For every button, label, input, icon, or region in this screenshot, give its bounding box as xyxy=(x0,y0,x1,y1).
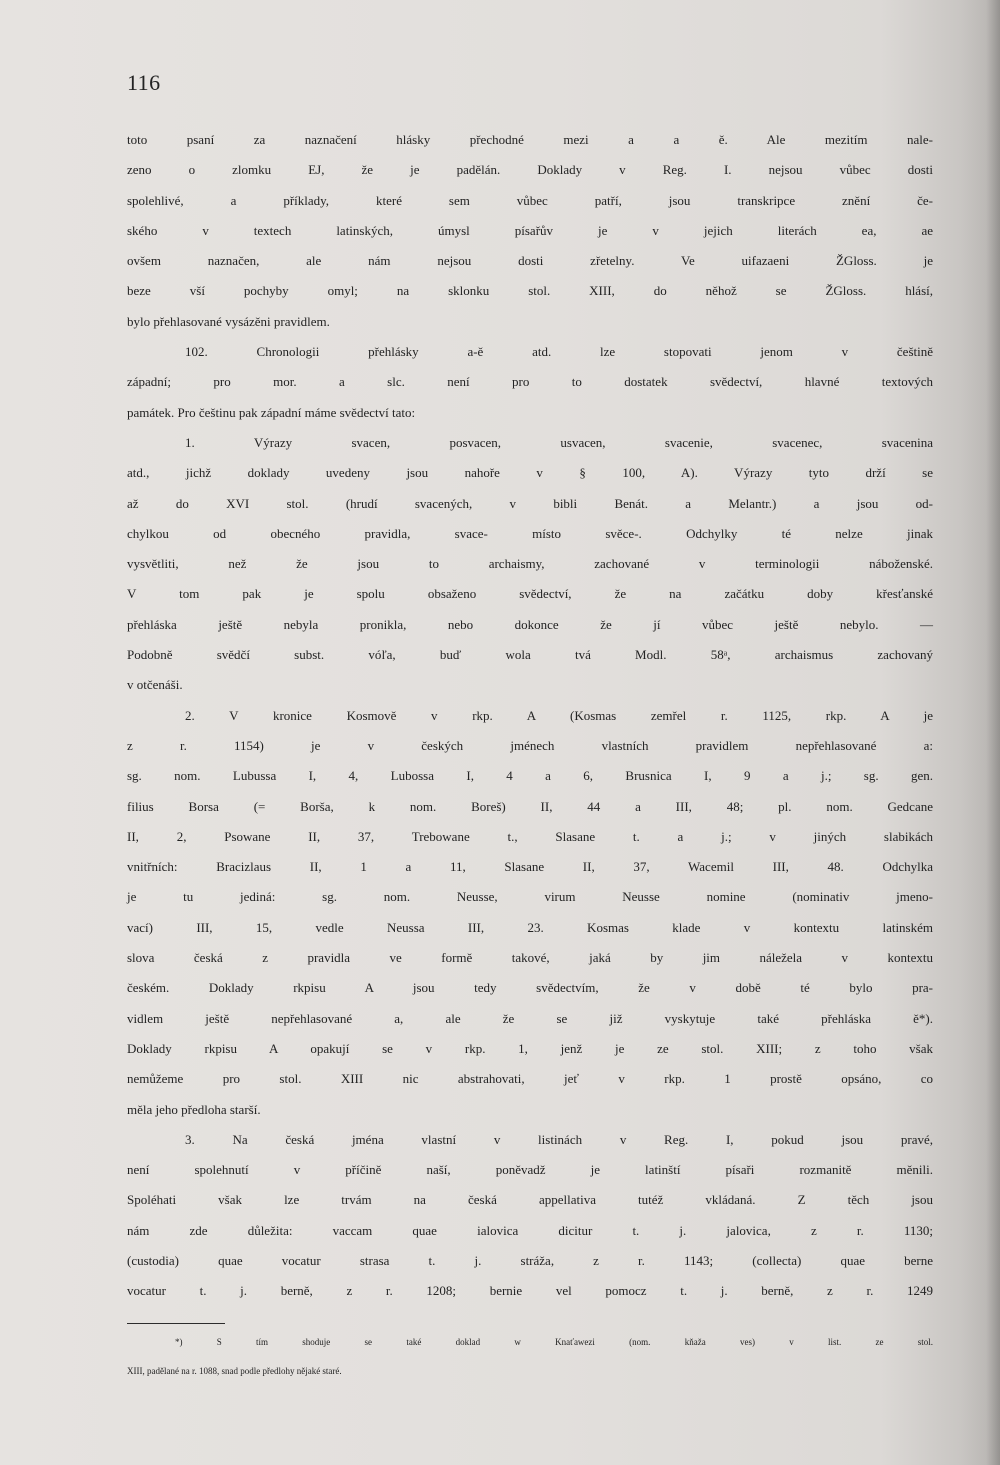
text-line: 2. V kronice Kosmově v rkp. A (Kosmas zemřel r. 1125, rkp. A je xyxy=(185,707,933,723)
footnote-line: XIII, padělané na r. 1088, snad podle předlohy nějaké staré. xyxy=(127,1366,342,1376)
text-line: českém. Doklady rkpisu A jsou tedy svědectvím, že v době té bylo pra- xyxy=(127,980,933,996)
text-line: ovšem naznačen, ale nám nejsou dosti zřetelny. Ve uifazaeni ŽGloss. je xyxy=(127,253,933,269)
text-line: vysvětliti, než že jsou to archaismy, zachované v terminologii náboženské. xyxy=(127,556,933,572)
text-line: měla jeho předloha starší. xyxy=(127,1101,261,1117)
footnote-rule xyxy=(127,1323,225,1324)
text-line: přehláska ještě nebyla pronikla, nebo dokonce že jí vůbec ještě nebylo. — xyxy=(127,616,933,632)
text-line: památek. Pro češtinu pak západní máme svědectví tato: xyxy=(127,404,416,420)
body-text xyxy=(127,125,933,1307)
text-line: západní; pro mor. a slc. není pro to dostatek svědectví, hlavné textových xyxy=(127,374,933,390)
text-line: beze vší pochyby omyl; na sklonku stol. XIII, do něhož se ŽGloss. hlásí, xyxy=(127,283,933,299)
section-heading-line: 102. Chronologii přehlásky a-ě atd. lze stopovati jenom v češtině xyxy=(185,344,933,360)
text-line: V tom pak je spolu obsaženo svědectví, že na začátku doby křesťanské xyxy=(127,586,933,602)
text-line: je tu jediná: sg. nom. Neusse, virum Neusse nomine (nominativ jmeno- xyxy=(127,889,933,905)
text-line: (custodia) quae vocatur strasa t. j. stráža, z r. 1143; (collecta) quae berne xyxy=(127,1252,933,1268)
text-line: 1. Výrazy svacen, posvacen, usvacen, svacenie, svacenec, svacenina xyxy=(185,434,933,450)
text-line: až do XVI stol. (hrudí svacených, v bibli Benát. a Melantr.) a jsou od- xyxy=(127,495,933,511)
footnote xyxy=(127,1328,933,1386)
text-line: spolehlivé, a příklady, které sem vůbec patří, jsou transkripce znění če- xyxy=(127,192,933,208)
text-line: II, 2, Psowane II, 37, Trebowane t., Slasane t. a j.; v jiných slabikách xyxy=(127,828,933,844)
text-line: Spoléhati však lze trvám na česká appellativa tutéž vkládaná. Z těch jsou xyxy=(127,1192,933,1208)
text-line: chylkou od obecného pravidla, svace- místo svěce-. Odchylky té nelze jinak xyxy=(127,525,933,541)
text-line: nemůžeme pro stol. XIII nic abstrahovati, jeť v rkp. 1 prostě opsáno, co xyxy=(127,1071,933,1087)
text-line: toto psaní za naznačení hlásky přechodné mezi a a ě. Ale mezitím nale- xyxy=(127,132,933,147)
text-line: 3. Na česká jména vlastní v listinách v Reg. I, pokud jsou pravé, xyxy=(185,1131,933,1147)
text-line: sg. nom. Lubussa I, 4, Lubossa I, 4 a 6, Brusnica I, 9 a j.; sg. gen. xyxy=(127,768,933,784)
text-line: vací) III, 15, vedle Neussa III, 23. Kosmas klade v kontextu latinském xyxy=(127,919,933,935)
text-line: vocatur t. j. berně, z r. 1208; bernie vel pomocz t. j. berně, z r. 1249 xyxy=(127,1283,933,1299)
text-line: Podobně svědčí subst. vóľa, buď wola tvá Modl. 58ᵃ, archaismus zachovaný xyxy=(127,647,933,663)
page-number: 116 xyxy=(127,70,161,95)
text-line: v otčenáši. xyxy=(127,677,183,693)
text-line: z r. 1154) je v českých jménech vlastních pravidlem nepřehlasované a: xyxy=(127,737,933,753)
text-line: atd., jichž doklady uvedeny jsou nahoře v § 100, A). Výrazy tyto drží se xyxy=(127,465,933,481)
text-line: Doklady rkpisu A opakují se v rkp. 1, jenž je ze stol. XIII; z toho však xyxy=(127,1040,933,1056)
text-line: nám zde důležita: vaccam quae ialovica dicitur t. j. jalovica, z r. 1130; xyxy=(127,1222,933,1238)
footnote-line: *) S tím shoduje se také doklad w Knaťawezi (nom. kňaža ves) v list. ze stol. xyxy=(175,1337,933,1347)
text-line: bylo přehlasované vysázěni pravidlem. xyxy=(127,313,330,329)
page-edge-shadow xyxy=(986,0,1000,1465)
text-line: není spolehnutí v příčině naší, poněvadž je latinští písaři rozmanitě měnili. xyxy=(127,1162,933,1178)
text-line: vidlem ještě nepřehlasované a, ale že se již vyskytuje také přehláska ě*). xyxy=(127,1010,933,1026)
text-line: ského v textech latinských, úmysl písařův je v jejich literách ea, ae xyxy=(127,222,933,238)
text-line: slova česká z pravidla ve formě takové, jaká by jim náležela v kontextu xyxy=(127,950,933,966)
text-line: filius Borsa (= Borša, k nom. Boreš) II, 44 a III, 48; pl. nom. Gedcane xyxy=(127,798,933,814)
text-line: zeno o zlomku EJ, že je padělán. Doklady v Reg. I. nejsou vůbec dosti xyxy=(127,162,933,178)
text-line: vnitřních: Bracizlaus II, 1 a 11, Slasane II, 37, Wacemil III, 48. Odchylka xyxy=(127,859,933,875)
